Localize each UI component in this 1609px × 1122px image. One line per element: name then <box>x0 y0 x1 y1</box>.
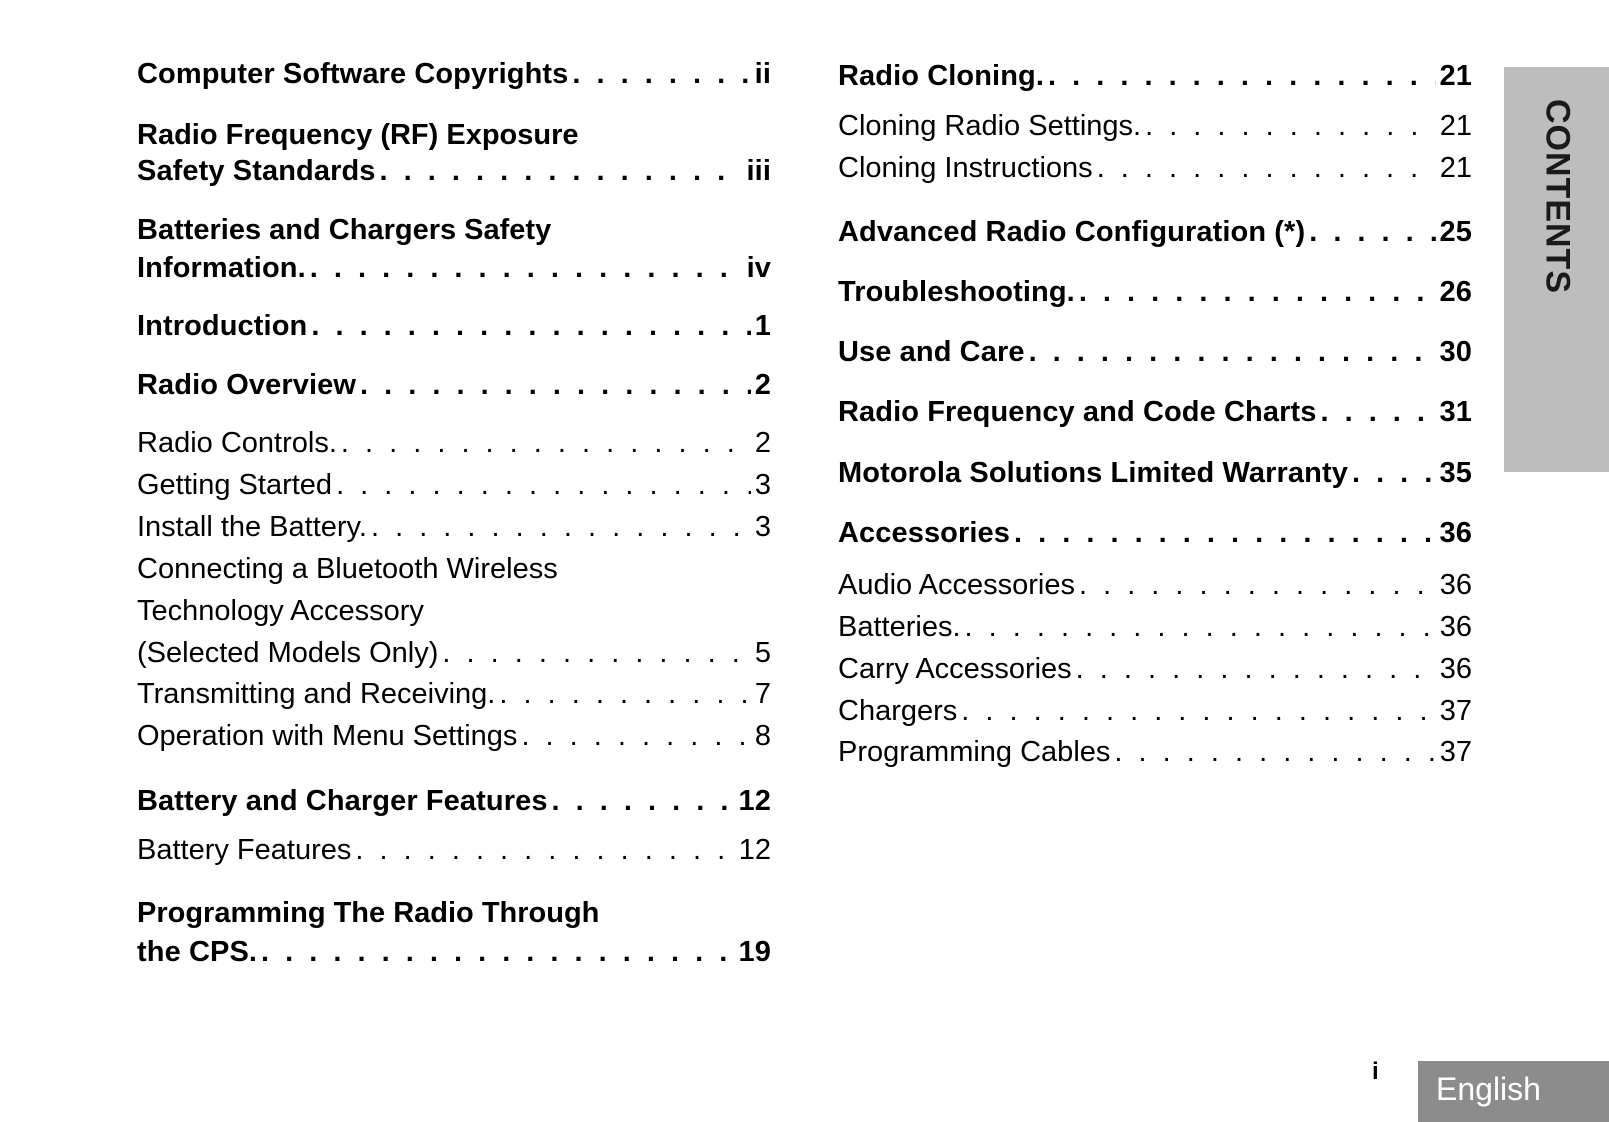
dot-leader <box>961 695 1435 728</box>
toc-entry-title: Motorola Solutions Limited Warranty <box>838 457 1348 489</box>
toc-entry-title-line[interactable]: Technology Accessory <box>137 595 424 627</box>
toc-entry-title: Carry Accessories <box>838 653 1072 685</box>
toc-entry-battery-charger-features[interactable] <box>137 785 771 818</box>
toc-entry-audio-accessories[interactable] <box>838 569 1472 602</box>
toc-entry-title: Safety Standards <box>137 155 376 187</box>
toc-entry-page: 3 <box>754 511 771 543</box>
toc-entry-title: Operation with Menu Settings <box>137 720 518 752</box>
toc-entry-bluetooth[interactable] <box>137 637 771 670</box>
toc-entry-chargers[interactable] <box>838 695 1472 728</box>
toc-entry-accessories[interactable] <box>838 517 1472 550</box>
toc-entry-title: Radio Controls. <box>137 427 337 459</box>
toc-entry-title-line[interactable]: Radio Frequency (RF) Exposure <box>137 119 579 151</box>
toc-entry-title: Cloning Radio Settings. <box>838 110 1142 142</box>
toc-entry-title: Advanced Radio Configuration (*) <box>838 216 1306 248</box>
dot-leader <box>552 785 735 818</box>
toc-entry-transmitting[interactable] <box>137 678 771 711</box>
dot-leader <box>336 469 751 502</box>
dot-leader <box>442 637 750 670</box>
dot-leader <box>1014 517 1436 550</box>
dot-leader <box>1079 569 1436 602</box>
toc-entry-title: Troubleshooting. <box>838 276 1075 308</box>
toc-entry-page: 35 <box>1439 457 1472 489</box>
contents-side-tab[interactable] <box>1504 67 1609 472</box>
toc-entry-title: Computer Software Copyrights <box>137 58 569 90</box>
toc-entry-page: iv <box>746 252 771 284</box>
toc-entry-page: 36 <box>1439 517 1472 549</box>
toc-entry-warranty[interactable] <box>838 457 1472 490</box>
toc-entry-install-battery[interactable] <box>137 511 771 544</box>
toc-entry-title: Battery and Charger Features <box>137 785 548 817</box>
toc-entry-battery-features[interactable] <box>137 834 771 867</box>
toc-entry-rf-exposure[interactable] <box>137 155 771 188</box>
dot-leader <box>499 678 750 711</box>
dot-leader <box>1114 736 1435 769</box>
toc-entry-page: 37 <box>1439 695 1472 727</box>
toc-entry-carry-accessories[interactable] <box>838 653 1472 686</box>
dot-leader <box>341 427 751 460</box>
toc-entry-title: Accessories <box>838 517 1010 549</box>
toc-entry-title: Audio Accessories <box>838 569 1075 601</box>
toc-entry-title: Cloning Instructions <box>838 152 1093 184</box>
toc-entry-page: 36 <box>1439 569 1472 601</box>
toc-entry-page: 25 <box>1439 216 1472 248</box>
toc-entry-radio-cloning[interactable] <box>838 60 1472 93</box>
toc-entry-programming-cps[interactable] <box>137 936 771 969</box>
dot-leader <box>965 611 1436 644</box>
toc-entry-title: Transmitting and Receiving. <box>137 678 496 710</box>
toc-entry-title: Getting Started <box>137 469 333 501</box>
toc-entry-title-line[interactable]: Batteries and Chargers Safety <box>137 214 552 246</box>
toc-entry-cloning-instructions[interactable] <box>838 152 1472 185</box>
toc-entry-page: 12 <box>738 785 771 817</box>
dot-leader <box>261 936 734 969</box>
dot-leader <box>1352 457 1436 490</box>
toc-entry-title: Batteries. <box>838 611 961 643</box>
toc-entry-use-care[interactable] <box>838 336 1472 369</box>
dot-leader <box>521 720 750 753</box>
dot-leader <box>1309 216 1435 249</box>
toc-entry-title: Battery Features <box>137 834 352 866</box>
dot-leader <box>1079 276 1436 309</box>
toc-entry-page: 26 <box>1439 276 1472 308</box>
toc-entry-page: 2 <box>754 427 771 459</box>
toc-entry-title: Introduction <box>137 310 308 342</box>
toc-entry-page: 19 <box>738 936 771 968</box>
toc-entry-page: 3 <box>754 469 771 501</box>
dot-leader <box>572 58 750 91</box>
dot-leader <box>311 310 750 343</box>
toc-entry-batteries[interactable] <box>838 611 1472 644</box>
dot-leader <box>1076 653 1436 686</box>
toc-entry-title: Chargers <box>838 695 958 727</box>
toc-entry-introduction[interactable] <box>137 310 771 343</box>
toc-entry-page: 12 <box>738 834 771 866</box>
toc-entry-page: 36 <box>1439 653 1472 685</box>
page-number: i <box>1372 1058 1379 1085</box>
toc-entry-page: ii <box>754 58 771 90</box>
toc-entry-page: 7 <box>754 678 771 710</box>
toc-entry-page: 1 <box>754 310 771 342</box>
toc-entry-page: 21 <box>1439 60 1472 92</box>
toc-entry-title: Radio Overview <box>137 369 356 401</box>
dot-leader <box>355 834 734 867</box>
toc-entry-title: (Selected Models Only) <box>137 637 439 669</box>
toc-entry-page: 36 <box>1439 611 1472 643</box>
toc-entry-freq-code-charts[interactable] <box>838 396 1472 429</box>
dot-leader <box>360 369 751 402</box>
toc-entry-title: Information. <box>137 252 306 284</box>
toc-entry-page: 5 <box>754 637 771 669</box>
toc-entry-radio-overview[interactable] <box>137 369 771 402</box>
toc-entry-page: iii <box>746 155 771 187</box>
dot-leader <box>1048 60 1436 93</box>
toc-entry-advanced-config[interactable] <box>838 216 1472 249</box>
toc-entry-copyrights[interactable] <box>137 58 771 91</box>
dot-leader <box>371 511 751 544</box>
toc-entry-programming-cables[interactable] <box>838 736 1472 769</box>
toc-entry-title: Radio Cloning. <box>838 60 1044 92</box>
dot-leader <box>1029 336 1436 369</box>
toc-entry-title-line[interactable]: Programming The Radio Through <box>137 897 600 929</box>
toc-entry-menu-settings[interactable] <box>137 720 771 753</box>
dot-leader <box>310 252 743 285</box>
dot-leader <box>1145 110 1436 143</box>
toc-entry-page: 37 <box>1439 736 1472 768</box>
toc-entry-page: 30 <box>1439 336 1472 368</box>
toc-entry-page: 21 <box>1439 110 1472 142</box>
toc-entry-title: Programming Cables <box>838 736 1111 768</box>
toc-entry-title: Radio Frequency and Code Charts <box>838 396 1317 428</box>
toc-entry-title: the CPS. <box>137 936 258 968</box>
toc-entry-troubleshooting[interactable] <box>838 276 1472 309</box>
dot-leader <box>1320 396 1435 429</box>
toc-entry-title: Use and Care <box>838 336 1025 368</box>
language-tab[interactable] <box>1418 1061 1609 1122</box>
toc-entry-getting-started[interactable] <box>137 469 771 502</box>
language-label: English <box>1436 1071 1541 1107</box>
toc-entry-cloning-settings[interactable] <box>838 110 1472 143</box>
toc-entry-radio-controls[interactable] <box>137 427 771 460</box>
dot-leader <box>1097 152 1436 185</box>
toc-entry-page: 31 <box>1439 396 1472 428</box>
toc-entry-page: 2 <box>754 369 771 401</box>
toc-entry-title-line[interactable]: Connecting a Bluetooth Wireless <box>137 553 558 585</box>
toc-entry-title: Install the Battery. <box>137 511 367 543</box>
contents-tab-label: CONTENTS <box>1538 99 1576 294</box>
toc-entry-batteries-safety[interactable] <box>137 252 771 285</box>
dot-leader <box>380 155 743 188</box>
toc-entry-page: 21 <box>1439 152 1472 184</box>
toc-entry-page: 8 <box>754 720 771 752</box>
